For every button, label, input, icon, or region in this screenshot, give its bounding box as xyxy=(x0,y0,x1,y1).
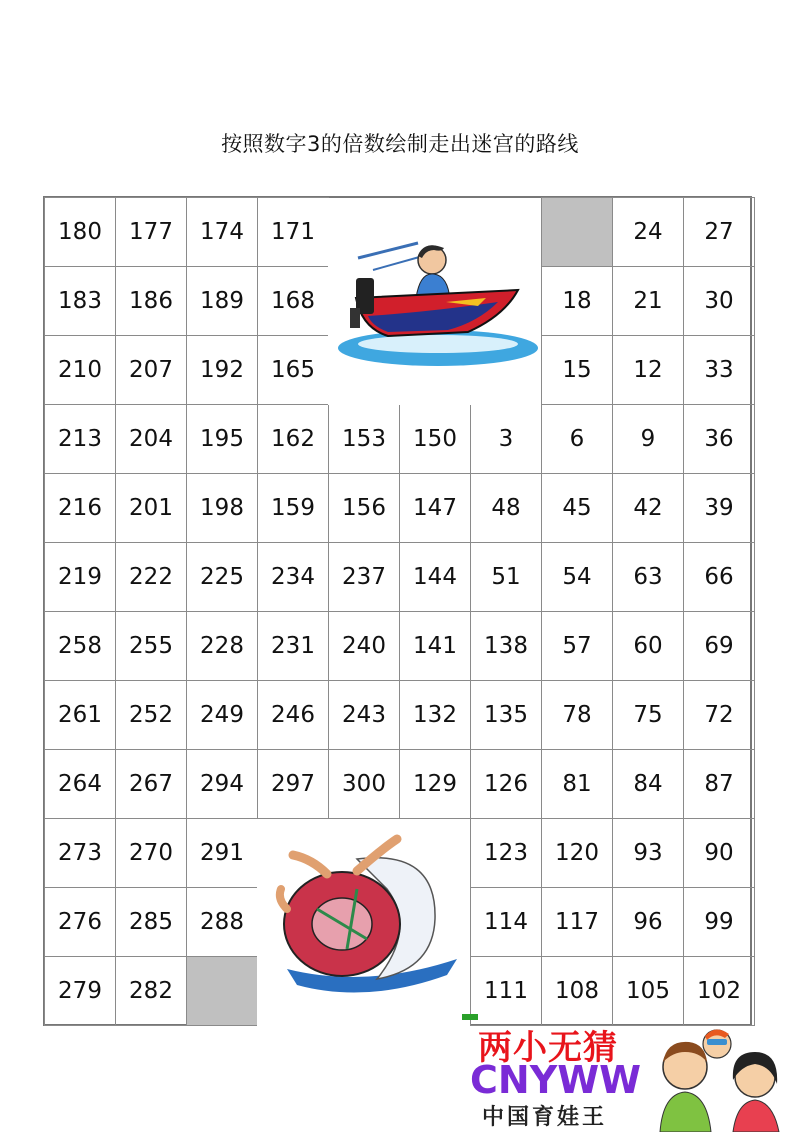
maze-cell[interactable]: 180 xyxy=(44,197,116,267)
maze-cell[interactable]: 255 xyxy=(115,611,187,681)
maze-cell[interactable]: 270 xyxy=(115,818,187,888)
maze-cell[interactable]: 33 xyxy=(683,335,755,405)
maze-cell[interactable]: 264 xyxy=(44,749,116,819)
maze-cell[interactable]: 87 xyxy=(683,749,755,819)
maze-cell[interactable]: 282 xyxy=(115,956,187,1026)
maze-cell[interactable]: 246 xyxy=(257,680,329,750)
maze-cell[interactable]: 123 xyxy=(470,818,542,888)
logo-accent-bar xyxy=(462,1014,478,1020)
maze-cell[interactable]: 225 xyxy=(186,542,258,612)
maze-cell[interactable]: 21 xyxy=(612,266,684,336)
maze-cell[interactable]: 60 xyxy=(612,611,684,681)
maze-cell[interactable]: 195 xyxy=(186,404,258,474)
maze-cell[interactable]: 126 xyxy=(470,749,542,819)
maze-cell[interactable]: 228 xyxy=(186,611,258,681)
maze-cell[interactable]: 12 xyxy=(612,335,684,405)
maze-cell[interactable]: 84 xyxy=(612,749,684,819)
maze-cell[interactable]: 198 xyxy=(186,473,258,543)
maze-cell[interactable]: 297 xyxy=(257,749,329,819)
maze-cell[interactable]: 120 xyxy=(541,818,613,888)
maze-cell[interactable]: 216 xyxy=(44,473,116,543)
watermark-logo xyxy=(460,1012,800,1132)
maze-cell[interactable]: 99 xyxy=(683,887,755,957)
maze-grid xyxy=(43,196,752,1026)
maze-cell[interactable]: 117 xyxy=(541,887,613,957)
watermark-line3: 中国育娃王 xyxy=(482,1105,608,1130)
maze-cell[interactable]: 45 xyxy=(541,473,613,543)
maze-cell[interactable]: 279 xyxy=(44,956,116,1026)
maze-cell[interactable]: 249 xyxy=(186,680,258,750)
maze-cell[interactable]: 183 xyxy=(44,266,116,336)
maze-cell[interactable]: 6 xyxy=(541,404,613,474)
maze-cell[interactable]: 150 xyxy=(399,404,471,474)
maze-cell[interactable]: 144 xyxy=(399,542,471,612)
maze-cell[interactable]: 165 xyxy=(257,335,329,405)
maze-cell[interactable]: 201 xyxy=(115,473,187,543)
maze-cell[interactable]: 3 xyxy=(470,404,542,474)
maze-cell[interactable]: 114 xyxy=(470,887,542,957)
maze-cell[interactable]: 102 xyxy=(683,956,755,1026)
page-title: 按照数字3的倍数绘制走出迷宫的路线 xyxy=(221,132,579,156)
maze-cell[interactable]: 96 xyxy=(612,887,684,957)
maze-cell[interactable]: 111 xyxy=(470,956,542,1026)
swim-ring-person-icon xyxy=(257,819,470,1026)
maze-cell[interactable]: 108 xyxy=(541,956,613,1026)
maze-cell[interactable]: 63 xyxy=(612,542,684,612)
blocked-cell[interactable] xyxy=(541,197,613,267)
maze-cell[interactable]: 57 xyxy=(541,611,613,681)
boat-driver-icon xyxy=(328,198,541,405)
maze-cell[interactable]: 288 xyxy=(186,887,258,957)
maze-cell[interactable]: 285 xyxy=(115,887,187,957)
maze-cell[interactable]: 162 xyxy=(257,404,329,474)
maze-cell[interactable]: 243 xyxy=(328,680,400,750)
maze-cell[interactable]: 42 xyxy=(612,473,684,543)
maze-cell[interactable]: 72 xyxy=(683,680,755,750)
maze-cell[interactable]: 153 xyxy=(328,404,400,474)
maze-cell[interactable]: 231 xyxy=(257,611,329,681)
maze-cell[interactable]: 159 xyxy=(257,473,329,543)
maze-cell[interactable]: 186 xyxy=(115,266,187,336)
maze-cell[interactable]: 168 xyxy=(257,266,329,336)
maze-cell[interactable]: 9 xyxy=(612,404,684,474)
maze-cell[interactable]: 30 xyxy=(683,266,755,336)
maze-cell[interactable]: 93 xyxy=(612,818,684,888)
maze-cell[interactable]: 177 xyxy=(115,197,187,267)
maze-cell[interactable]: 294 xyxy=(186,749,258,819)
maze-cell[interactable]: 207 xyxy=(115,335,187,405)
maze-cell[interactable]: 189 xyxy=(186,266,258,336)
maze-cell[interactable]: 222 xyxy=(115,542,187,612)
maze-cell[interactable]: 291 xyxy=(186,818,258,888)
maze-cell[interactable]: 237 xyxy=(328,542,400,612)
maze-cell[interactable]: 300 xyxy=(328,749,400,819)
maze-cell[interactable]: 147 xyxy=(399,473,471,543)
watermark-line1: 两小无猜 xyxy=(478,1028,618,1068)
maze-cell[interactable]: 267 xyxy=(115,749,187,819)
maze-cell[interactable]: 213 xyxy=(44,404,116,474)
maze-cell[interactable]: 204 xyxy=(115,404,187,474)
blocked-cell[interactable] xyxy=(186,956,258,1026)
maze-cell[interactable]: 156 xyxy=(328,473,400,543)
family-cartoon-icon xyxy=(645,1022,795,1132)
maze-cell[interactable]: 276 xyxy=(44,887,116,957)
maze-cell[interactable]: 240 xyxy=(328,611,400,681)
maze-cell[interactable]: 75 xyxy=(612,680,684,750)
maze-cell[interactable]: 258 xyxy=(44,611,116,681)
maze-cell[interactable]: 39 xyxy=(683,473,755,543)
maze-cell[interactable]: 54 xyxy=(541,542,613,612)
maze-cell[interactable]: 129 xyxy=(399,749,471,819)
maze-cell[interactable]: 192 xyxy=(186,335,258,405)
maze-cell[interactable]: 18 xyxy=(541,266,613,336)
maze-cell[interactable]: 27 xyxy=(683,197,755,267)
maze-cell[interactable]: 69 xyxy=(683,611,755,681)
maze-cell[interactable]: 174 xyxy=(186,197,258,267)
maze-cell[interactable]: 78 xyxy=(541,680,613,750)
maze-cell[interactable]: 219 xyxy=(44,542,116,612)
maze-cell[interactable]: 66 xyxy=(683,542,755,612)
maze-cell[interactable]: 48 xyxy=(470,473,542,543)
maze-cell[interactable]: 105 xyxy=(612,956,684,1026)
maze-cell[interactable]: 135 xyxy=(470,680,542,750)
maze-cell[interactable]: 51 xyxy=(470,542,542,612)
maze-cell[interactable]: 141 xyxy=(399,611,471,681)
maze-cell[interactable]: 234 xyxy=(257,542,329,612)
maze-cell[interactable]: 81 xyxy=(541,749,613,819)
maze-cell[interactable]: 273 xyxy=(44,818,116,888)
maze-cell[interactable]: 90 xyxy=(683,818,755,888)
maze-cell[interactable]: 36 xyxy=(683,404,755,474)
maze-cell[interactable]: 15 xyxy=(541,335,613,405)
maze-cell[interactable]: 210 xyxy=(44,335,116,405)
maze-cell[interactable]: 138 xyxy=(470,611,542,681)
maze-cell[interactable]: 24 xyxy=(612,197,684,267)
maze-cell[interactable]: 132 xyxy=(399,680,471,750)
maze-cell[interactable]: 261 xyxy=(44,680,116,750)
maze-cell[interactable]: 252 xyxy=(115,680,187,750)
watermark-line2: CNYWW xyxy=(470,1058,642,1102)
maze-cell[interactable]: 171 xyxy=(257,197,329,267)
